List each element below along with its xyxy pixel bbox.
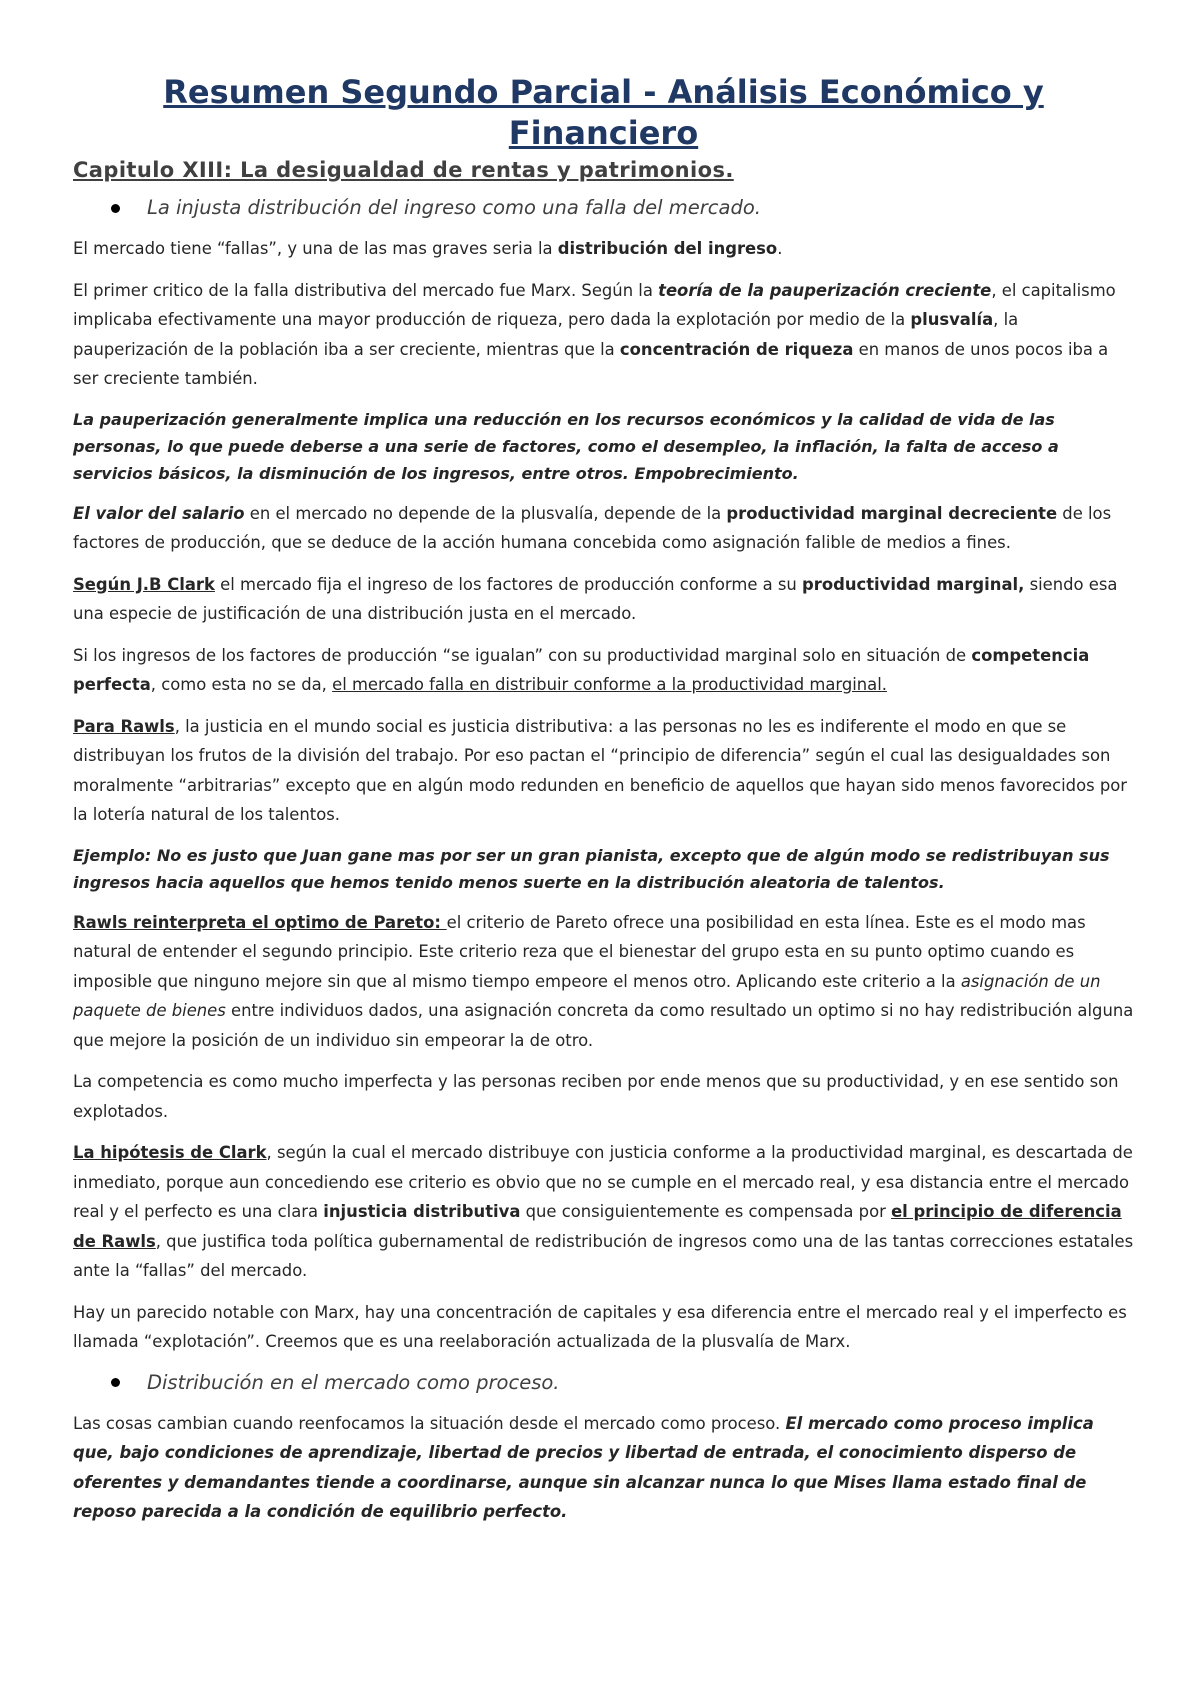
- paragraph-salario: El valor del salario en el mercado no depende de la plusvalía, depende de la productividad marginal decreciente de los factores de producción, que se deduce de la acción humana concebida como asignación falible de medios a fines.: [73, 503, 1112, 552]
- paragraph-hipotesis-clark: La hipótesis de Clark, según la cual el mercado distribuye con justicia conforme a la productividad marginal, es descartada de inmediato, porque aun concediendo ese criterio es obvio que no se cumple en el mercado real, y esa distancia entre el mercado real y el perfecto es una clara injusticia distributiva que consiguientemente es compensada por el principio de diferencia de Rawls, que justifica toda política gubernamental de redistribución de ingresos como una de las tantas correcciones estatales ante la “fallas” del mercado.: [73, 1143, 1134, 1280]
- paragraph-fallas: El mercado tiene “fallas”, y una de las mas graves seria la distribución del ingreso.: [73, 239, 783, 258]
- chapter-heading: Capitulo XIII: La desigualdad de rentas y patrimonios.: [73, 158, 734, 182]
- paragraph-competencia-perfecta: Si los ingresos de los factores de producción “se igualan” con su productividad marginal solo en situación de competencia perfecta, como esta no se da, el mercado falla en distribuir conforme a la productividad marginal.: [73, 645, 1090, 694]
- paragraph-pauperizacion: La pauperización generalmente implica una reducción en los recursos económicos y la calidad de vida de las personas, lo que puede deberse a una serie de factores, como el desempleo, la inflación, la falta de acceso a servicios básicos, la disminución de los ingresos, entre otros. Empobrecimiento.: [73, 409, 1059, 483]
- document-title: Resumen Segundo Parcial - Análisis Económico y Financiero: [163, 73, 1044, 152]
- paragraph-pareto: Rawls reinterpreta el optimo de Pareto: el criterio de Pareto ofrece una posibilidad en esta línea. Este es el modo mas natural de entender el segundo principio. Este criterio reza que el bienestar del grupo esta en su punto optimo cuando es imposible que ninguno mejore sin que al mismo tiempo empeore el menos otro. Aplicando este criterio a la asignación de un paquete de bienes entre individuos dados, una asignación concreta da como resultado un optimo si no hay redistribución alguna que mejore la posición de un individuo sin empeorar la de otro.: [73, 912, 1134, 1050]
- paragraph-mercado-proceso: Las cosas cambian cuando reenfocamos la situación desde el mercado como proceso. El mercado como proceso implica que, bajo condiciones de aprendizaje, libertad de precios y libertad de entrada, el conocimiento disperso de oferentes y demandantes tiende a coordinarse, aunque sin alcanzar nunca lo que Mises llama estado final de reposo parecida a la condición de equilibrio perfecto.: [73, 1413, 1094, 1521]
- bullet-dot-icon: [111, 204, 120, 213]
- bullet-text: La injusta distribución del ingreso como una falla del mercado.: [147, 196, 761, 219]
- bullet-item-2: [73, 1369, 1134, 1397]
- paragraph-parecido-marx: Hay un parecido notable con Marx, hay una concentración de capitales y esa diferencia entre el mercado real y el imperfecto es llamada “explotación”. Creemos que es una reelaboración actualizada de la plusvalía de Marx.: [73, 1302, 1127, 1351]
- bullet-dot-icon: [111, 1378, 120, 1387]
- paragraph-marx: El primer critico de la falla distributiva del mercado fue Marx. Según la teoría de la pauperización creciente, el capitalismo implicaba efectivamente una mayor producción de riqueza, pero dada la explotación por medio de la plusvalía, la pauperización de la población iba a ser creciente, mientras que la concentración de riqueza en manos de unos pocos iba a ser creciente también.: [73, 280, 1116, 388]
- paragraph-ejemplo: Ejemplo: No es justo que Juan gane mas por ser un gran pianista, excepto que de algún modo se redistribuyan sus ingresos hacia aquellos que hemos tenido menos suerte en la distribución aleatoria de talentos.: [73, 845, 1110, 892]
- paragraph-clark: Según J.B Clark el mercado fija el ingreso de los factores de producción conforme a su productividad marginal, siendo esa una especie de justificación de una distribución justa en el mercado.: [73, 574, 1118, 623]
- bullet-item-1: [73, 194, 1134, 222]
- paragraph-rawls: Para Rawls, la justicia en el mundo social es justicia distributiva: a las personas no les es indiferente el modo en que se distribuyan los frutos de la división del trabajo. Por eso pactan el “principio de diferencia” según el cual las desigualdades son moralmente “arbitrarias” excepto que en algún modo redunden en beneficio de aquellos que hayan sido menos favorecidos por la lotería natural de los talentos.: [73, 716, 1128, 824]
- bullet-text: Distribución en el mercado como proceso.: [147, 1370, 560, 1394]
- paragraph-competencia-imperfecta: La competencia es como mucho imperfecta y las personas reciben por ende menos que su productividad, y en ese sentido son explotados.: [73, 1072, 1119, 1121]
